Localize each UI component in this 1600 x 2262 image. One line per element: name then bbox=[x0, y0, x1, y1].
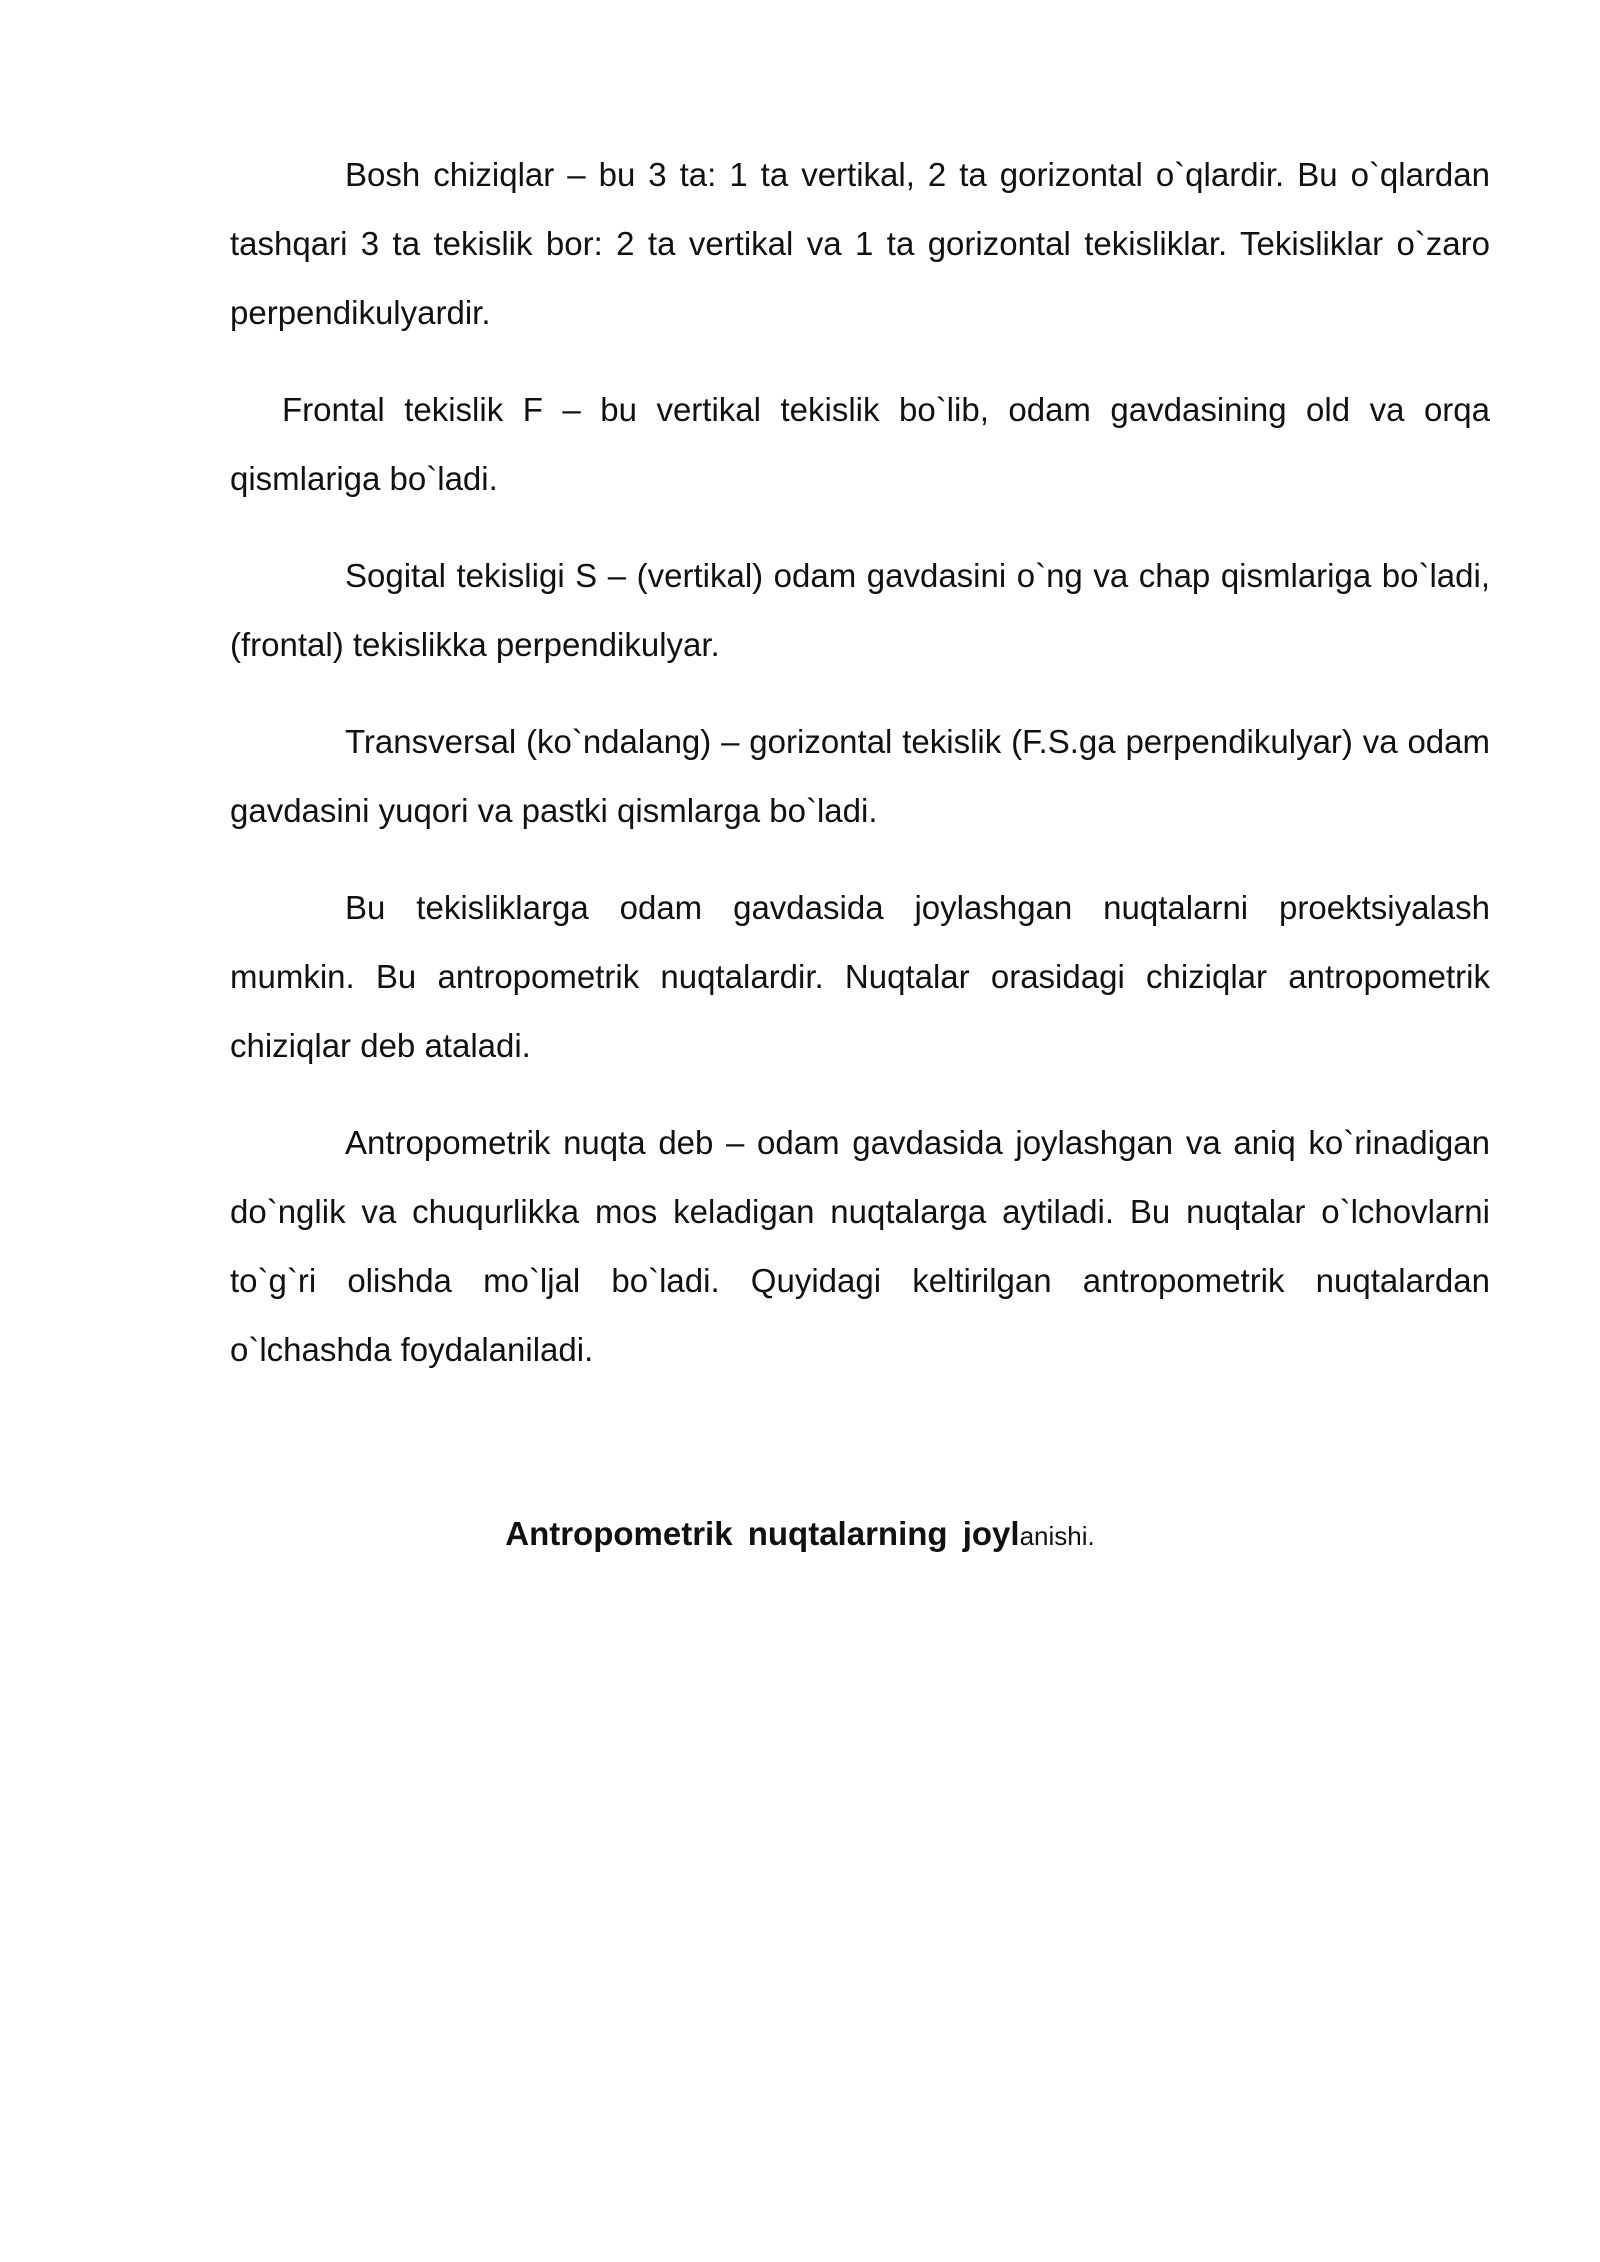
paragraph-frontal-plane: Frontal tekislik F – bu vertikal tekislik bo`lib, odam gavdasining old va orqa qismlariga bo`ladi. bbox=[230, 391, 1490, 497]
paragraph-sagittal-plane: Sogital tekisligi S – (vertikal) odam gavdasini o`ng va chap qismlariga bo`ladi, (frontal) tekislikka perpendikulyar. bbox=[230, 557, 1490, 663]
paragraph-transversal-plane: Transversal (ko`ndalang) – gorizontal tekislik (F.S.ga perpendikulyar) va odam gavdasini yuqori va pastki qismlarga bo`ladi. bbox=[230, 723, 1490, 829]
paragraph-main-lines: Bosh chiziqlar – bu 3 ta: 1 ta vertikal, 2 ta gorizontal o`qlardir. Bu o`qlardan tashqari 3 ta tekislik bor: 2 ta vertikal va 1 ta gorizontal tekisliklar. Tekisliklar o`zaro perpendikulyardir. bbox=[230, 156, 1490, 331]
document-body bbox=[230, 140, 1490, 1412]
paragraph-projection: Bu tekisliklarga odam gavdasida joylashgan nuqtalarni proektsiyalash mumkin. Bu antropometrik nuqtalardir. Nuqtalar orasidagi chiziqlar antropometrik chiziqlar deb ataladi. bbox=[230, 889, 1490, 1064]
caption-regular-text: anishi. bbox=[1019, 1521, 1095, 1551]
caption-bold-text: Antropometrik nuqtalarning joyl bbox=[505, 1515, 1020, 1552]
paragraph-anthropometric-point: Antropometrik nuqta deb – odam gavdasida joylashgan va aniq ko`rinadigan do`nglik va chuqurlikka mos keladigan nuqtalarga aytiladi. Bu nuqtalar o`lchovlarni to`g`ri olishda mo`ljal bo`ladi. Quyidagi keltirilgan antropometrik nuqtalardan o`lchashda foydalaniladi. bbox=[230, 1124, 1490, 1368]
figure-caption bbox=[0, 1515, 1600, 1553]
